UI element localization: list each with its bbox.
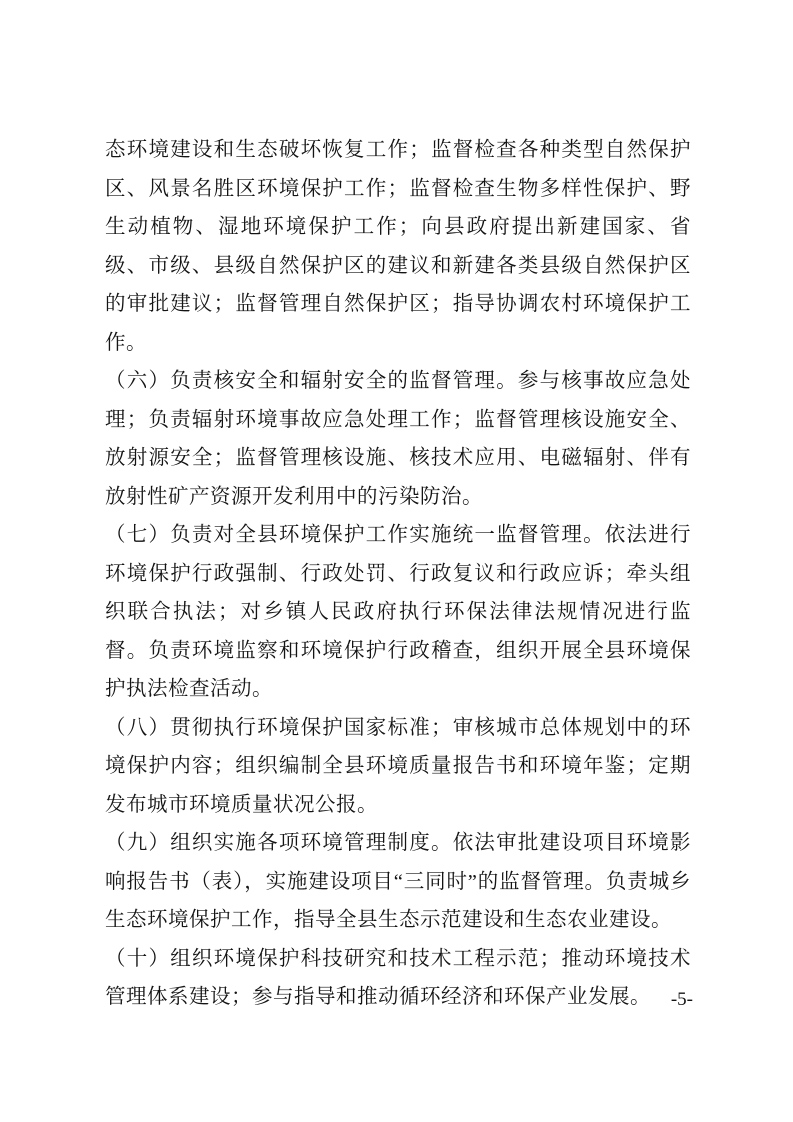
document-body: [105, 131, 691, 1017]
page-number: -5-: [670, 989, 693, 1010]
paragraph-item-8: （八）贯彻执行环境保护国家标准；审核城市总体规划中的环境保护内容；组织编制全县环境质量报告书和环境年鉴；定期发布城市环境质量状况公报。: [105, 716, 691, 816]
paragraph-item-7: （七）负责对全县环境保护工作实施统一监督管理。依法进行环境保护行政强制、行政处罚、行政复议和行政应诉；牵头组织联合执法；对乡镇人民政府执行环保法律法规情况进行监督。负责环境监察和环境保护行政稽查，组织开展全县环境保护执法检查活动。: [105, 524, 691, 700]
paragraph-item-10: （十）组织环境保护科技研究和技术工程示范；推动环境技术管理体系建设；参与指导和推动循环经济和环保产业发展。: [105, 947, 691, 1008]
paragraph-item-6: （六）负责核安全和辐射安全的监督管理。参与核事故应急处理；负责辐射环境事故应急处理工作；监督管理核设施安全、放射源安全；监督管理核设施、核技术应用、电磁辐射、伴有放射性矿产资源开发利用中的污染防治。: [105, 370, 691, 508]
paragraph-item-9: （九）组织实施各项环境管理制度。依法审批建设项目环境影响报告书（表），实施建设项目“三同时”的监督管理。负责城乡生态环境保护工作，指导全县生态示范建设和生态农业建设。: [105, 832, 691, 931]
paragraph-continuation: 态环境建设和生态破坏恢复工作；监督检查各种类型自然保护区、风景名胜区环境保护工作；监督检查生物多样性保护、野生动植物、湿地环境保护工作；向县政府提出新建国家、省级、市级、县级自然保护区的建议和新建各类县级自然保护区的审批建议；监督管理自然保护区；指导协调农村环境保护工作。: [105, 139, 691, 354]
